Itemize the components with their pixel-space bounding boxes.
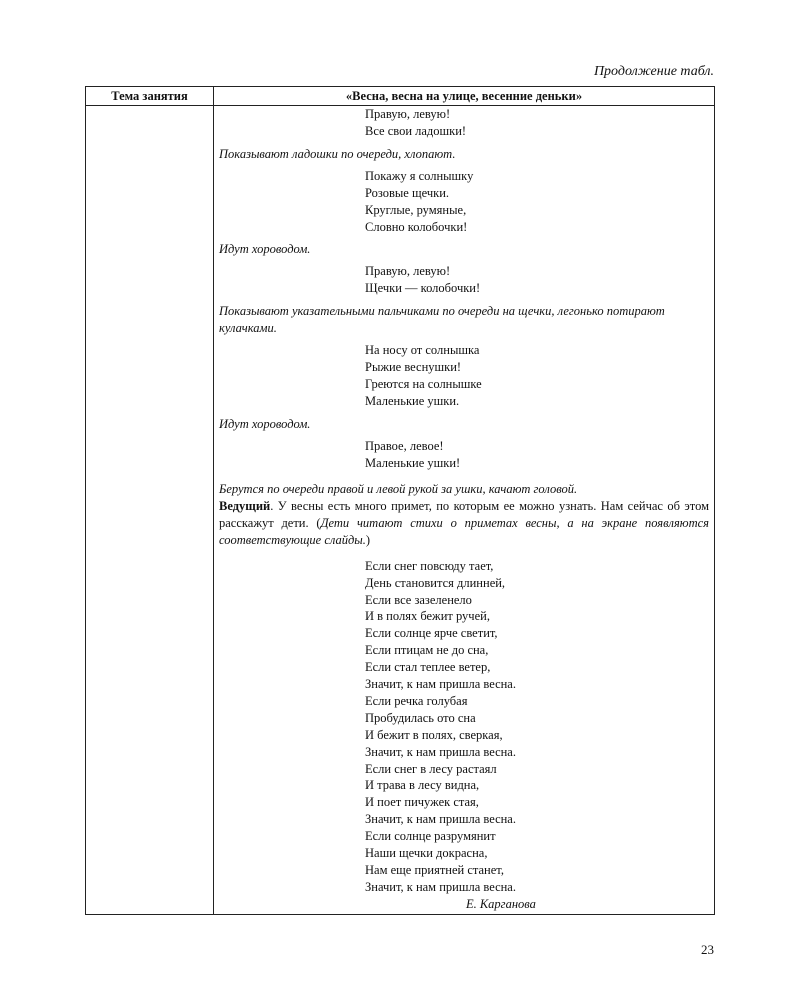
poem-line: Если солнце ярче светит, bbox=[365, 626, 498, 641]
topic-cell bbox=[86, 106, 214, 915]
poem-block bbox=[365, 558, 709, 896]
poem-line: Если снег в лесу растаял bbox=[365, 761, 497, 776]
poem-author: Е. Карганова bbox=[466, 896, 536, 911]
poem-line: И бежит в полях, сверкая, bbox=[365, 727, 503, 742]
table-header-row bbox=[86, 87, 715, 106]
content-cell bbox=[214, 106, 715, 915]
poem-line: Значит, к нам пришла весна. bbox=[365, 744, 516, 759]
verse-line: Все свои ладошки! bbox=[365, 123, 467, 138]
verse-line: Правую, левую! bbox=[365, 264, 451, 279]
verse-line: Рыжие веснушки! bbox=[365, 360, 462, 375]
host-text: . У весны есть много примет, по которым ее можно узнать. Нам сейчас об этом расскажут дети. ( bbox=[219, 498, 709, 530]
poem-line: Значит, к нам пришла весна. bbox=[365, 677, 516, 692]
poem-line: Если все зазеленело bbox=[365, 592, 472, 607]
lesson-table bbox=[85, 86, 715, 915]
host-label: Ведущий bbox=[219, 498, 271, 513]
page-number: 23 bbox=[701, 942, 714, 957]
verse-line: Маленькие ушки! bbox=[365, 455, 461, 470]
poem-line: Если речка голубая bbox=[365, 693, 468, 708]
verse-line: Покажу я солнышку bbox=[365, 168, 474, 183]
host-paragraph bbox=[219, 498, 709, 549]
verse-block-4 bbox=[365, 342, 709, 410]
verse-line: Щечки — колобочки! bbox=[365, 281, 481, 296]
poem-line: И в полях бежит ручей, bbox=[365, 609, 490, 624]
verse-block-2 bbox=[365, 168, 709, 236]
verse-line: Розовые щечки. bbox=[365, 185, 450, 200]
poem-line: Наши щечки докрасна, bbox=[365, 846, 488, 861]
stage-direction: Берутся по очереди правой и левой рукой за ушки, качают головой. bbox=[219, 481, 578, 496]
stage-direction: Идут хороводом. bbox=[219, 242, 311, 257]
verse-line: Правое, левое! bbox=[365, 438, 444, 453]
stage-direction: Показывают указательными пальчиками по очереди на щечки, легонько потирают кулачками. bbox=[219, 304, 665, 336]
column-header-event: «Весна, весна на улице, весенние деньки» bbox=[214, 87, 715, 106]
poem-line: Значит, к нам пришла весна. bbox=[365, 879, 516, 894]
table-continuation-label: Продолжение табл. bbox=[593, 64, 714, 79]
verse-line: Маленькие ушки. bbox=[365, 393, 460, 408]
stage-direction: Показывают ладошки по очереди, хлопают. bbox=[219, 146, 456, 161]
host-italic-note: Дети читают стихи о приметах весны, а на экране появляются соответствующие слайды. bbox=[219, 515, 709, 547]
stage-direction: Идут хороводом. bbox=[219, 416, 311, 431]
poem-line: Значит, к нам пришла весна. bbox=[365, 812, 516, 827]
poem-line: Если птицам не до сна, bbox=[365, 643, 489, 658]
verse-block-3 bbox=[365, 263, 709, 297]
poem-line: Нам еще приятней станет, bbox=[365, 863, 504, 877]
host-close: ) bbox=[365, 532, 371, 547]
poem-line: И поет пичужек стая, bbox=[365, 795, 479, 810]
verse-line: Круглые, румяные, bbox=[365, 202, 467, 217]
poem-line: День становится длинней, bbox=[365, 575, 506, 590]
table-row bbox=[86, 106, 715, 915]
poem-line: Пробудилась ото сна bbox=[365, 710, 476, 725]
verse-line: Правую, левую! bbox=[365, 107, 451, 121]
verse-block-1 bbox=[365, 106, 709, 140]
verse-line: Словно колобочки! bbox=[365, 219, 468, 234]
verse-block-5 bbox=[365, 438, 709, 472]
poem-line: И трава в лесу видна, bbox=[365, 778, 480, 793]
verse-line: Греются на солнышке bbox=[365, 377, 482, 392]
verse-line: На носу от солнышка bbox=[365, 343, 480, 358]
poem-line: Если стал теплее ветер, bbox=[365, 660, 491, 675]
poem-line: Если солнце разрумянит bbox=[365, 829, 496, 844]
column-header-topic: Тема занятия bbox=[86, 87, 214, 106]
poem-line: Если снег повсюду тает, bbox=[365, 558, 494, 573]
